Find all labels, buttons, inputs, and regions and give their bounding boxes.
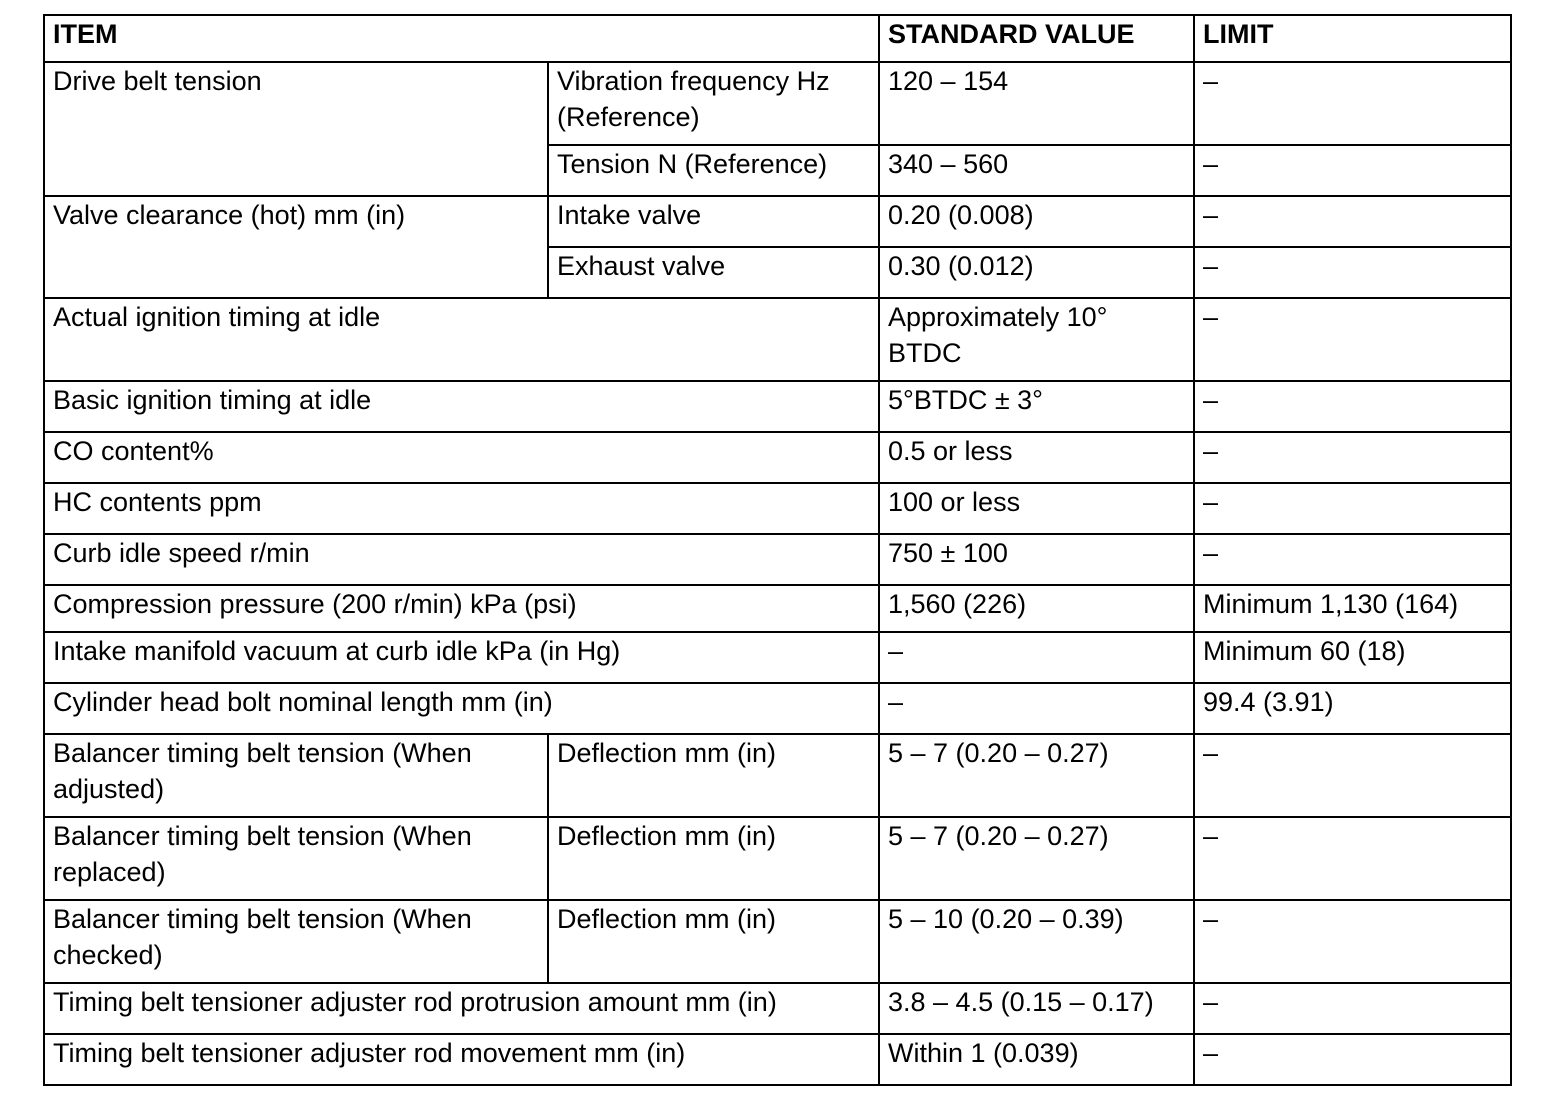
item-cell: Valve clearance (hot) mm (in) — [44, 196, 548, 298]
sub-item-cell: Deflection mm (in) — [548, 734, 879, 817]
header-row — [44, 15, 1511, 62]
limit-cell: 99.4 (3.91) — [1194, 683, 1511, 734]
standard-value-cell: 5°BTDC ± 3° — [879, 381, 1194, 432]
standard-value-cell: 0.30 (0.012) — [879, 247, 1194, 298]
standard-value-cell: Approximately 10° BTDC — [879, 298, 1194, 381]
item-cell: HC contents ppm — [44, 483, 879, 534]
table-row — [44, 734, 1511, 817]
table-row — [44, 196, 1511, 247]
item-cell: Basic ignition timing at idle — [44, 381, 879, 432]
limit-cell: – — [1194, 817, 1511, 900]
standard-value-cell: – — [879, 683, 1194, 734]
table-row — [44, 298, 1511, 381]
limit-cell: – — [1194, 381, 1511, 432]
limit-cell: Minimum 1,130 (164) — [1194, 585, 1511, 632]
limit-cell: – — [1194, 432, 1511, 483]
standard-value-cell: 0.5 or less — [879, 432, 1194, 483]
table-row — [44, 585, 1511, 632]
standard-value-cell: 100 or less — [879, 483, 1194, 534]
sub-item-cell: Exhaust valve — [548, 247, 879, 298]
table-row — [44, 817, 1511, 900]
item-cell: Intake manifold vacuum at curb idle kPa (in Hg) — [44, 632, 879, 683]
standard-value-cell: 340 – 560 — [879, 145, 1194, 196]
header-standard-value: STANDARD VALUE — [879, 15, 1194, 62]
table-row — [44, 683, 1511, 734]
limit-cell: – — [1194, 1034, 1511, 1085]
table-row — [44, 62, 1511, 145]
table-row — [44, 900, 1511, 983]
table-row — [44, 1034, 1511, 1085]
standard-value-cell: 5 – 10 (0.20 – 0.39) — [879, 900, 1194, 983]
item-cell: Cylinder head bolt nominal length mm (in) — [44, 683, 879, 734]
item-cell: Compression pressure (200 r/min) kPa (psi) — [44, 585, 879, 632]
sub-item-cell: Intake valve — [548, 196, 879, 247]
table-row — [44, 432, 1511, 483]
table-row — [44, 534, 1511, 585]
table-row — [44, 483, 1511, 534]
item-cell: Curb idle speed r/min — [44, 534, 879, 585]
table-row — [44, 983, 1511, 1034]
limit-cell: – — [1194, 196, 1511, 247]
limit-cell: – — [1194, 734, 1511, 817]
standard-value-cell: 120 – 154 — [879, 62, 1194, 145]
standard-value-cell: Within 1 (0.039) — [879, 1034, 1194, 1085]
item-cell: Timing belt tensioner adjuster rod movement mm (in) — [44, 1034, 879, 1085]
standard-value-cell: 750 ± 100 — [879, 534, 1194, 585]
limit-cell: – — [1194, 483, 1511, 534]
item-cell: Drive belt tension — [44, 62, 548, 196]
limit-cell: – — [1194, 900, 1511, 983]
item-cell: CO content% — [44, 432, 879, 483]
table-row — [44, 632, 1511, 683]
limit-cell: – — [1194, 298, 1511, 381]
limit-cell: – — [1194, 534, 1511, 585]
header-limit: LIMIT — [1194, 15, 1511, 62]
limit-cell: – — [1194, 247, 1511, 298]
item-cell: Balancer timing belt tension (When replaced) — [44, 817, 548, 900]
limit-cell: Minimum 60 (18) — [1194, 632, 1511, 683]
standard-value-cell: – — [879, 632, 1194, 683]
sub-item-cell: Deflection mm (in) — [548, 817, 879, 900]
standard-value-cell: 0.20 (0.008) — [879, 196, 1194, 247]
sub-item-cell: Deflection mm (in) — [548, 900, 879, 983]
limit-cell: – — [1194, 145, 1511, 196]
sub-item-cell: Vibration frequency Hz (Reference) — [548, 62, 879, 145]
standard-value-cell: 3.8 – 4.5 (0.15 – 0.17) — [879, 983, 1194, 1034]
standard-value-cell: 5 – 7 (0.20 – 0.27) — [879, 734, 1194, 817]
standard-value-cell: 1,560 (226) — [879, 585, 1194, 632]
item-cell: Actual ignition timing at idle — [44, 298, 879, 381]
item-cell: Balancer timing belt tension (When adjusted) — [44, 734, 548, 817]
item-cell: Timing belt tensioner adjuster rod protrusion amount mm (in) — [44, 983, 879, 1034]
header-item: ITEM — [44, 15, 879, 62]
limit-cell: – — [1194, 983, 1511, 1034]
standard-value-cell: 5 – 7 (0.20 – 0.27) — [879, 817, 1194, 900]
sub-item-cell: Tension N (Reference) — [548, 145, 879, 196]
item-cell: Balancer timing belt tension (When checked) — [44, 900, 548, 983]
limit-cell: – — [1194, 62, 1511, 145]
specification-table — [43, 14, 1512, 1086]
table-row — [44, 381, 1511, 432]
